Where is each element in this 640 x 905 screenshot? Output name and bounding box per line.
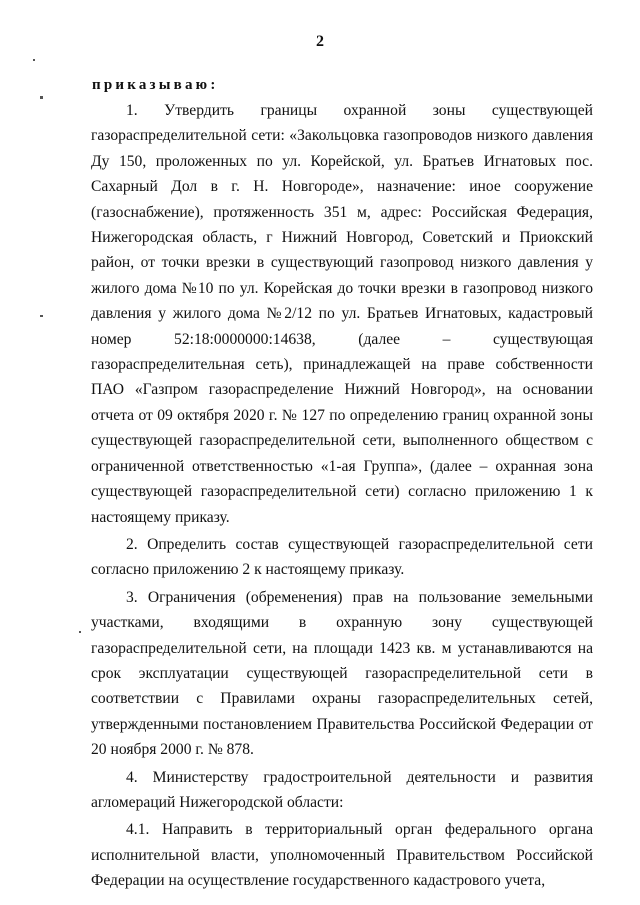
paragraph-4: 4. Министерству градостроительной деятельности и развития агломераций Нижегородской области: <box>91 768 593 811</box>
scan-speck <box>40 96 43 99</box>
scan-speck <box>40 315 43 317</box>
order-heading: приказываю: <box>92 77 219 93</box>
scan-speck <box>79 631 81 633</box>
document-body <box>91 98 593 894</box>
paragraph-2: 2. Определить состав существующей газораспределительной сети согласно приложению 2 к настоящему приказу. <box>91 535 593 579</box>
scan-speck <box>33 59 35 61</box>
paragraph-1: 1. Утвердить границы охранной зоны существующей газораспределительной сети: «Закольцовка газопроводов низкого давления Ду 150, проложенных по ул. Корейской, ул. Братьев Игнатовых пос. Сахарный Дол в г. Н. Новгороде», назначение: иное сооружение (газоснабжение), протяженность 351 м, адрес: Российская Федерация, Нижегородская область, г Нижний Новгород, Советский и Приокский район, от точки врезки в существующий газопровод низкого давления у жилого дома №10 по ул. Корейская до точки врезки в газопровод низкого давления у жилого дома №2/12 по ул. Братьев Игнатовых, кадастровый номер 52:18:0000000:14638, (далее – существующая газораспределительная сеть), принадлежащей на праве собственности ПАО «Газпром газораспределение Нижний Новгород», на основании отчета от 09 октября 2020 г. № 127 по определению границ охранной зоны существующей газораспределительной сети, выполненного обществом с ограниченной ответственностью «1-ая Группа», (далее – охранная зона существующей газораспределительной сети) согласно приложению 1 к настоящему приказу. <box>91 102 593 526</box>
paragraph-3: 3. Ограничения (обременения) прав на пользование земельными участками, входящими в охранную зону существующей газораспределительной сети, на площади 1423 кв. м устанавливаются на срок эксплуатации существующей газораспределительной сети в соответствии с Правилами охраны газораспределительных сетей, утвержденными постановлением Правительства Российской Федерации от 20 ноября 2000 г. № 878. <box>91 588 593 759</box>
paragraph-4-1: 4.1. Направить в территориальный орган федерального органа исполнительной власти, уполномоченный Правительством Российской Федерации на осуществление государственного кадастрового учета, <box>91 821 593 890</box>
page-number: 2 <box>316 33 324 50</box>
